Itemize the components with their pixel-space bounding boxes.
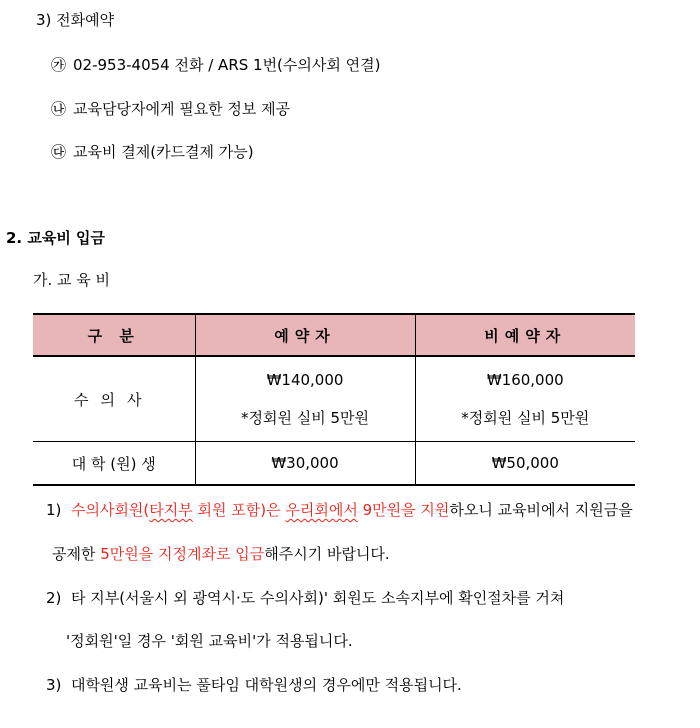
- price: ₩140,000: [266, 370, 344, 389]
- cell-reserved: [195, 356, 415, 442]
- note-1-line-1: [46, 500, 633, 520]
- reservation-item-text: 02-953-4054 전화 / ARS 1번(수의사회 연결): [73, 56, 381, 74]
- price-note: *정회원 실비 5만원: [461, 408, 590, 427]
- header-unreserved: 비예약자: [415, 314, 635, 356]
- note-1-line-2: [52, 544, 390, 564]
- note-2-line-2: '정회원'일 경우 '회원 교육비'가 적용됩니다.: [66, 632, 353, 650]
- note-red-underlined: 타지부: [149, 501, 193, 519]
- note-red-text: 회원 포함)은: [192, 501, 286, 519]
- note-3: [46, 675, 462, 695]
- reservation-heading: 3) 전화예약: [36, 11, 115, 29]
- reservation-item-text: 교육비 결제(카드결제 가능): [73, 143, 254, 161]
- note-number: 1): [46, 501, 62, 519]
- price-note: *정회원 실비 5만원: [240, 408, 369, 427]
- note-red-underlined: 우리회에서: [285, 501, 358, 519]
- note-text: 대학원생 교육비는 풀타임 대학원생의 경우에만 적용됩니다.: [70, 676, 462, 694]
- note-2-line-1: [46, 588, 564, 608]
- reservation-item-text: 교육담당자에게 필요한 정보 제공: [73, 100, 291, 118]
- reservation-item: [51, 55, 380, 75]
- row-label: 수의사: [33, 356, 195, 442]
- note-number: 3): [46, 676, 62, 694]
- note-text: 해주시기 바랍니다.: [264, 545, 390, 563]
- cell-reserved: ₩30,000: [195, 442, 415, 486]
- marker-na: ㉯: [51, 100, 67, 118]
- subheading: 가. 교 육 비: [33, 271, 111, 289]
- fee-table: [33, 313, 635, 486]
- note-red-text: 수의사회원(: [70, 501, 150, 519]
- header-category: 구 분: [33, 314, 195, 356]
- row-label: 대 학 (원) 생: [33, 442, 195, 486]
- marker-ga: ㉮: [51, 56, 67, 74]
- marker-da: ㉰: [51, 143, 67, 161]
- note-red-text: 5만원을 지정계좌로 입금: [100, 545, 265, 563]
- note-text: 타 지부(서울시 외 광역시·도 수의사회)' 회원도 소속지부에 확인절차를 거쳐: [70, 589, 565, 607]
- note-number: 2): [46, 589, 62, 607]
- section-title: 2. 교육비 입금: [6, 229, 106, 247]
- note-red-text: 9만원을 지원: [357, 501, 450, 519]
- price: ₩160,000: [486, 370, 564, 389]
- header-reserved: 예약자: [195, 314, 415, 356]
- reservation-item: [51, 99, 290, 119]
- table-row: [33, 442, 635, 486]
- note-text: 공제한: [52, 545, 101, 563]
- reservation-item: [51, 142, 254, 162]
- cell-unreserved: [415, 356, 635, 442]
- table-row: [33, 356, 635, 442]
- cell-unreserved: ₩50,000: [415, 442, 635, 486]
- table-header-row: [33, 314, 635, 356]
- note-text: 하오니 교육비에서 지원금을: [449, 501, 633, 519]
